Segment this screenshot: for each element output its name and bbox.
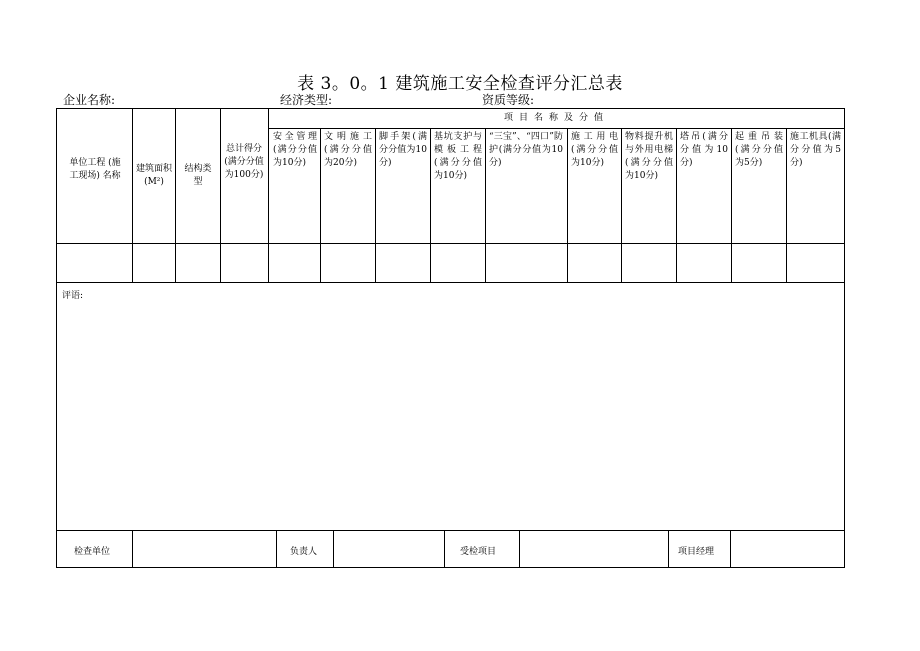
item-header-construction-power: 施工用电(满分分值为10分) [571, 132, 618, 168]
items-title-divider [268, 128, 845, 129]
item-header-three-treasures: “三宝”、“四口”防护(满分分值为10分) [489, 132, 563, 168]
total-score-header: 总计得分(满分分值为100分) [224, 144, 264, 180]
footer-divider [276, 530, 277, 568]
col-divider [786, 128, 787, 282]
qualification-level-label: 资质等级: [482, 93, 535, 107]
col-divider [621, 128, 622, 282]
data-row-bottom-line [56, 282, 845, 283]
item-header-material-hoist: 物料提升机与外用电梯(满分分值为10分) [625, 132, 673, 181]
item-header-foundation-support: 基坑支护与模板工程(满分分值为10分) [434, 132, 482, 181]
col-divider [220, 108, 221, 282]
col-divider [132, 108, 133, 282]
item-header-hoisting: 起重吊装(满分分值为5分) [735, 132, 783, 168]
footer-divider [444, 530, 445, 568]
comment-bottom-line [56, 530, 845, 531]
item-header-safety-management: 安全管理(满分分值为10分) [273, 132, 317, 168]
col-divider [485, 128, 486, 282]
item-header-civilized-construction: 文明施工(满分分值为20分) [324, 132, 372, 168]
col-divider [320, 128, 321, 282]
footer-divider [333, 530, 334, 568]
unit-project-header: 单位工程 (施工现场) 名称 [69, 158, 121, 181]
item-header-tower-crane: 塔吊(满分分值为10分) [680, 132, 728, 168]
col-divider [375, 128, 376, 282]
col-divider [430, 128, 431, 282]
economy-type-label: 经济类型: [280, 93, 333, 107]
footer-divider [730, 530, 731, 568]
project-manager-label: 项目经理 [678, 547, 715, 557]
footer-divider [519, 530, 520, 568]
building-area-header: 建筑面积(M²) [136, 164, 173, 187]
company-name-label: 企业名称: [63, 93, 116, 107]
col-divider [676, 128, 677, 282]
footer-divider [132, 530, 133, 568]
col-divider [731, 128, 732, 282]
item-header-scaffolding: 脚手架(满分分值为10分) [379, 132, 427, 168]
structure-type-header: 结构类型 [184, 164, 212, 187]
inspected-project-label: 受检项目 [460, 547, 497, 557]
col-divider [175, 108, 176, 282]
col-divider [567, 128, 568, 282]
comment-label: 评语: [62, 291, 84, 301]
item-header-machinery: 施工机具(满分分值为5分) [790, 132, 841, 168]
page-title: 表 3。0。1 建筑施工安全检查评分汇总表 [297, 74, 623, 94]
responsible-person-label: 负责人 [290, 547, 318, 557]
items-title-header: 项目名称及分值 [503, 113, 609, 123]
col-divider [268, 108, 269, 282]
inspect-unit-label: 检查单位 [74, 547, 111, 557]
footer-divider [668, 530, 669, 568]
